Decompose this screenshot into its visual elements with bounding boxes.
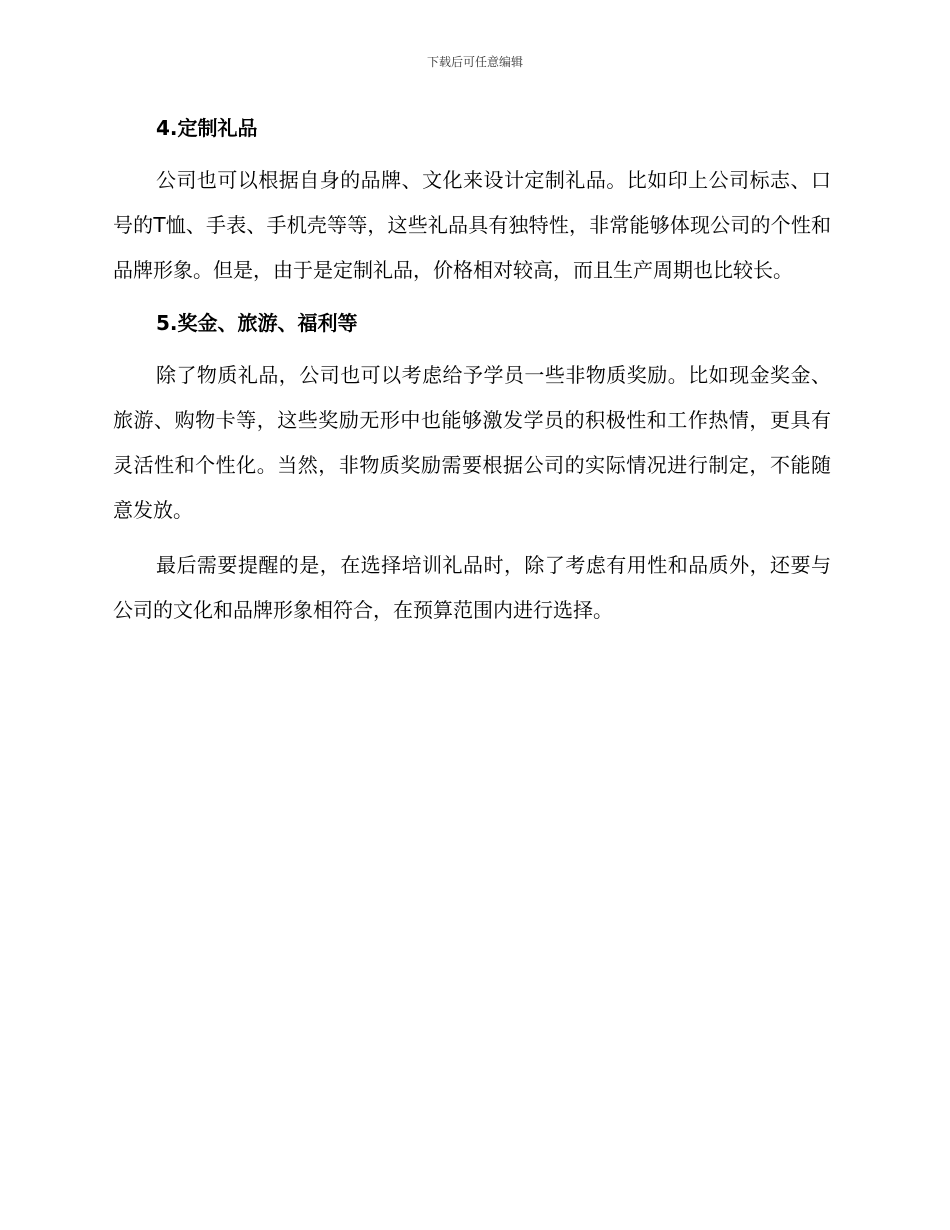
paragraph-custom-gifts: 公司也可以根据自身的品牌、文化来设计定制礼品。比如印上公司标志、口号的T恤、手表、手机壳等等，这些礼品具有独特性，非常能够体现公司的个性和品牌形象。但是，由于是定制礼品，价格相对较高，而且生产周期也比较长。	[113, 168, 831, 282]
page-header-note: 下载后可任意编辑	[426, 55, 523, 69]
document-body	[113, 110, 831, 633]
paragraph-non-material-rewards: 除了物质礼品，公司也可以考虑给予学员一些非物质奖励。比如现金奖金、旅游、购物卡等，这些奖励无形中也能够激发学员的积极性和工作热情，更具有灵活性和个性化。当然，非物质奖励需要根据公司的实际情况进行制定，不能随意发放。	[113, 363, 831, 522]
section-heading-custom-gifts: 4.定制礼品	[156, 116, 258, 140]
section-heading-bonus-travel-benefits: 5.奖金、旅游、福利等	[156, 311, 358, 335]
paragraph-final-reminder: 最后需要提醒的是，在选择培训礼品时，除了考虑有用性和品质外，还要与公司的文化和品牌形象相符合，在预算范围内进行选择。	[113, 553, 831, 622]
